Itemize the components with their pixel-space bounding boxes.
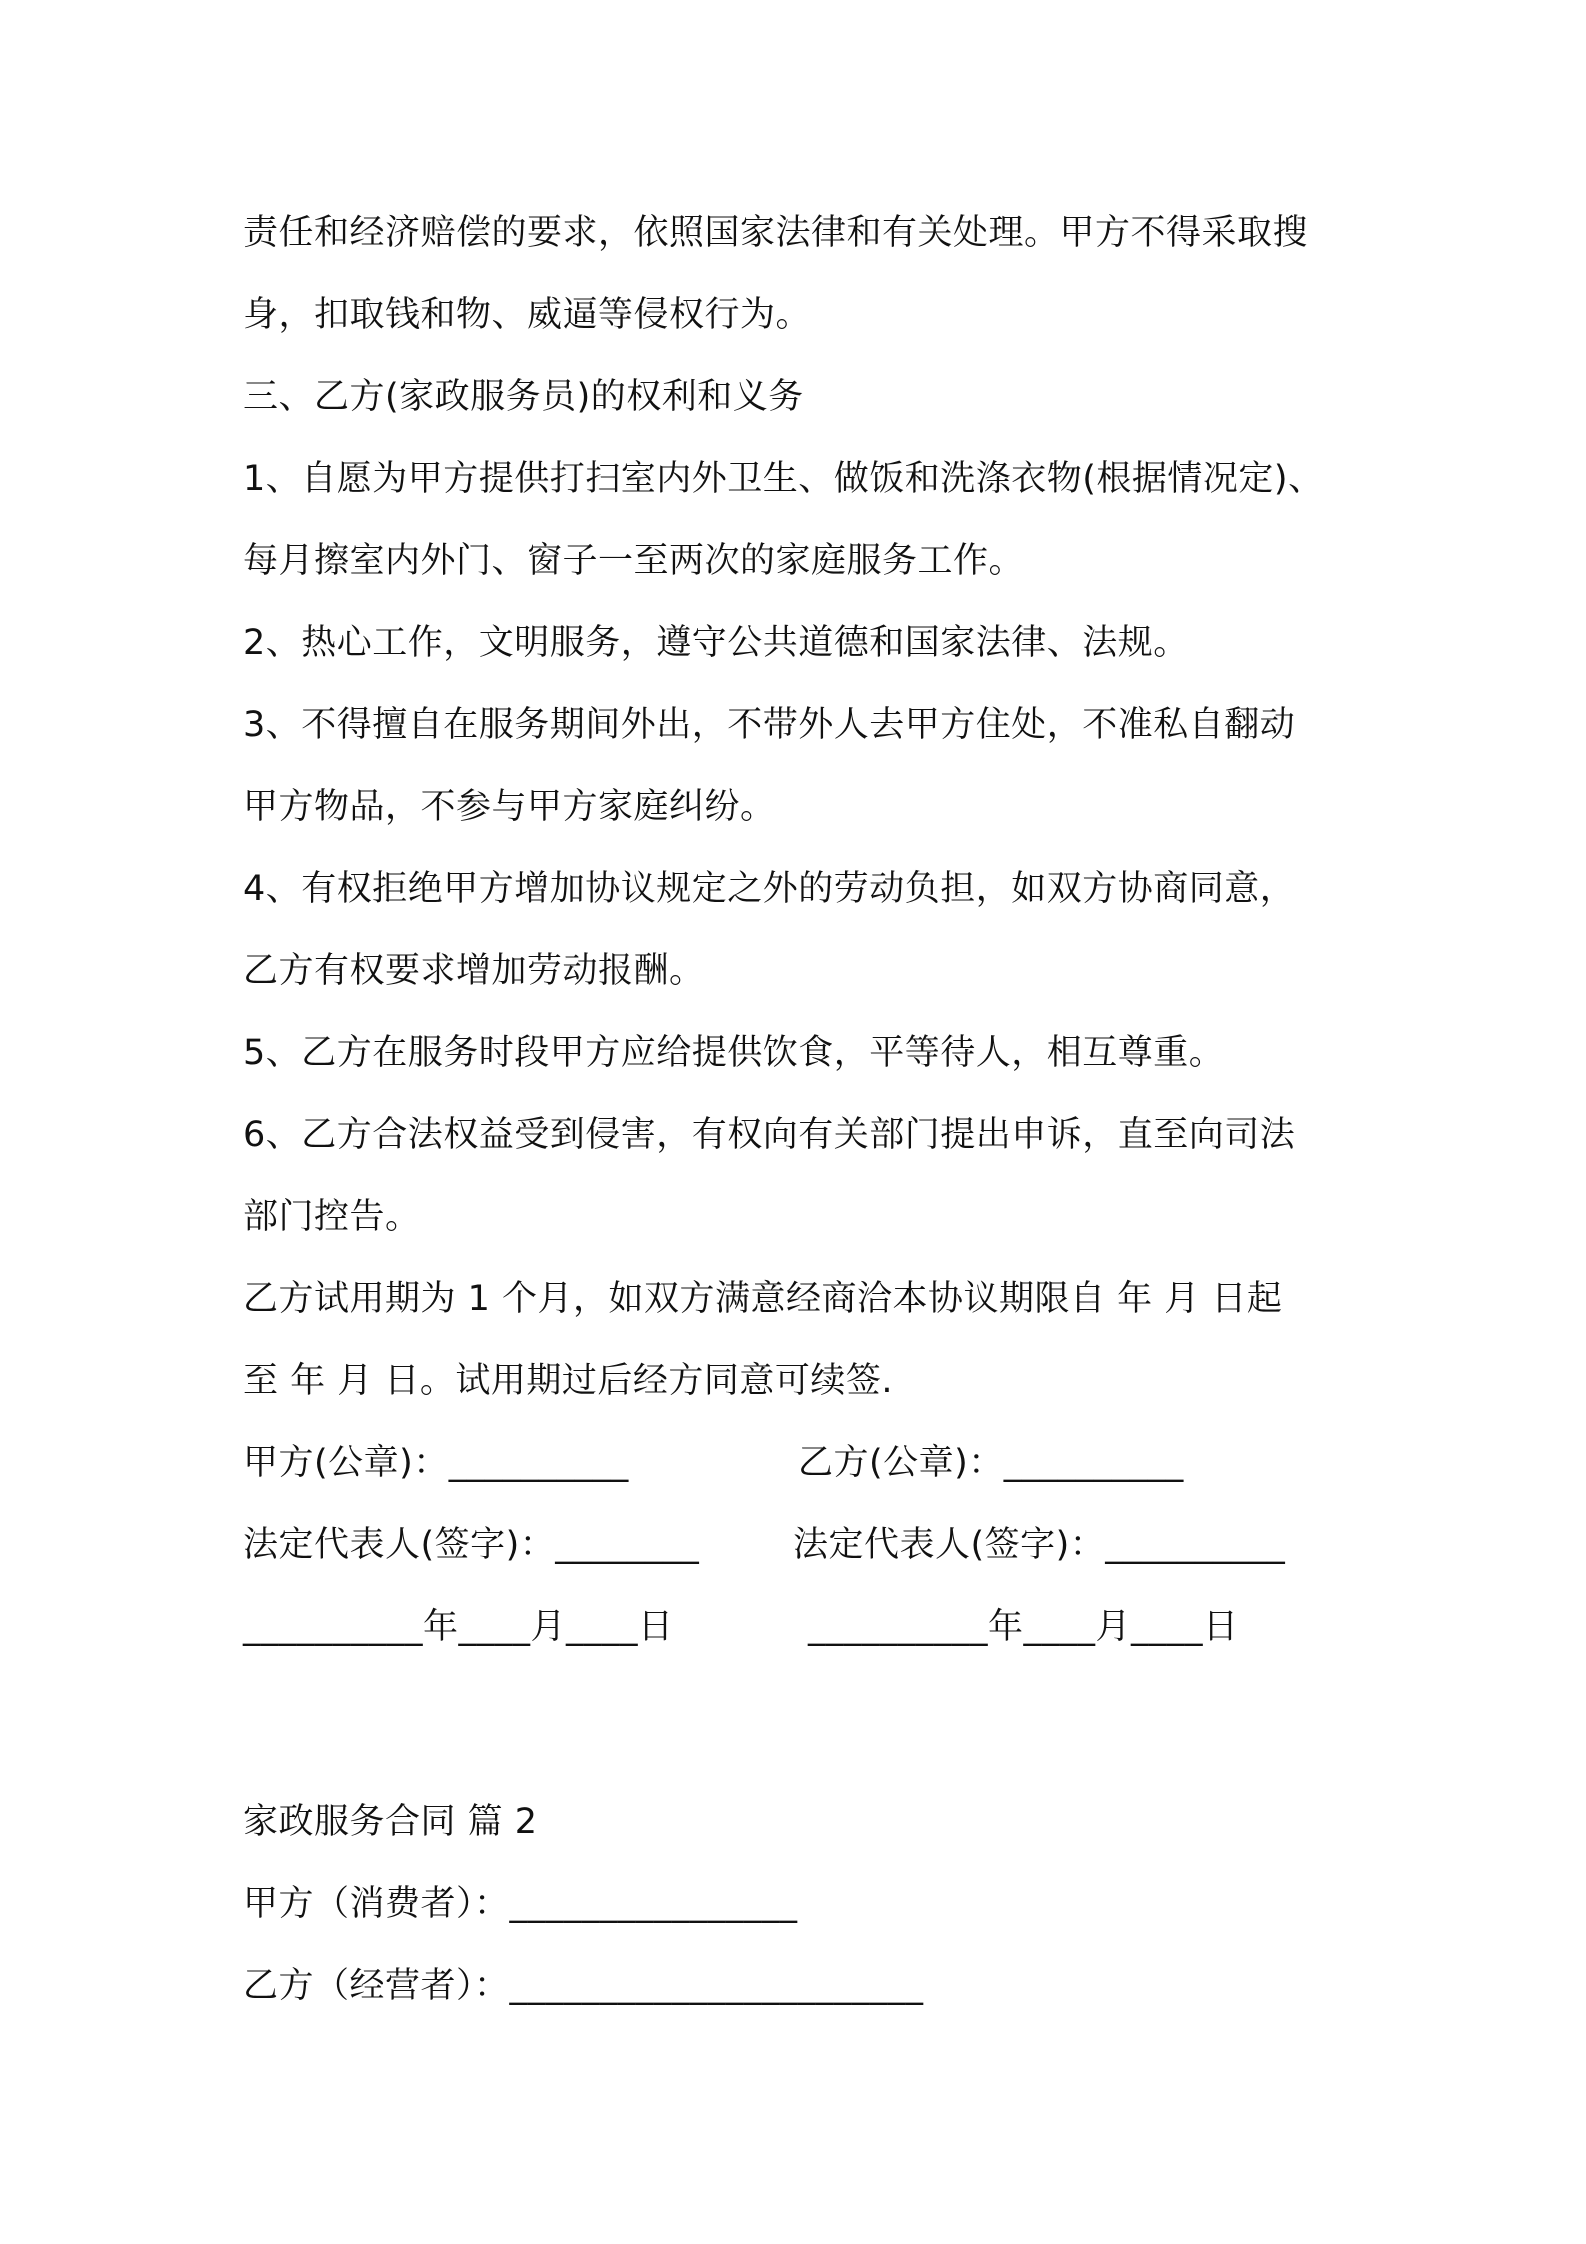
- paragraph-line: 至 年 月 日。试用期过后经方同意可续签.: [243, 1361, 894, 1401]
- section-heading: 三、乙方(家政服务员)的权利和义务: [243, 377, 804, 417]
- party-b-seal-field: 乙方(公章)：__________: [798, 1443, 1184, 1483]
- party-b-representative-field: 法定代表人(签字)：__________: [793, 1525, 1286, 1565]
- paragraph-line: 2、热心工作，文明服务，遵守公共道德和国家法律、法规。: [243, 623, 1189, 663]
- paragraph-line: 1、自愿为甲方提供打扫室内外卫生、做饭和洗涤衣物(根据情况定)、: [243, 459, 1324, 499]
- party-b-date-field: __________年____月____日: [808, 1607, 1239, 1647]
- party-a-date-field: __________年____月____日: [243, 1607, 674, 1647]
- paragraph-line: 责任和经济赔偿的要求，依照国家法律和有关处理。甲方不得采取搜: [243, 213, 1309, 253]
- section-title: 家政服务合同 篇 2: [243, 1802, 538, 1842]
- paragraph-line: 3、不得擅自在服务期间外出，不带外人去甲方住处，不准私自翻动: [243, 705, 1296, 745]
- paragraph-line: 乙方有权要求增加劳动报酬。: [243, 951, 705, 991]
- paragraph-line: 6、乙方合法权益受到侵害，有权向有关部门提出申诉，直至向司法: [243, 1115, 1296, 1155]
- paragraph-line: 身，扣取钱和物、威逼等侵权行为。: [243, 295, 812, 335]
- paragraph-line: 甲方物品，不参与甲方家庭纠纷。: [243, 787, 776, 827]
- party-a-seal-field: 甲方(公章)：__________: [243, 1443, 629, 1483]
- paragraph-line: 4、有权拒绝甲方增加协议规定之外的劳动负担，如双方协商同意，: [243, 869, 1296, 909]
- operator-party-field: 乙方（经营者）：_______________________: [243, 1966, 924, 2006]
- paragraph-line: 每月擦室内外门、窗子一至两次的家庭服务工作。: [243, 541, 1025, 581]
- consumer-party-field: 甲方（消费者）：________________: [243, 1884, 798, 1924]
- paragraph-line: 部门控告。: [243, 1197, 421, 1237]
- party-a-representative-field: 法定代表人(签字)：________: [243, 1525, 700, 1565]
- paragraph-line: 乙方试用期为 1 个月，如双方满意经商洽本协议期限自 年 月 日起: [243, 1279, 1283, 1319]
- paragraph-line: 5、乙方在服务时段甲方应给提供饮食，平等待人，相互尊重。: [243, 1033, 1225, 1073]
